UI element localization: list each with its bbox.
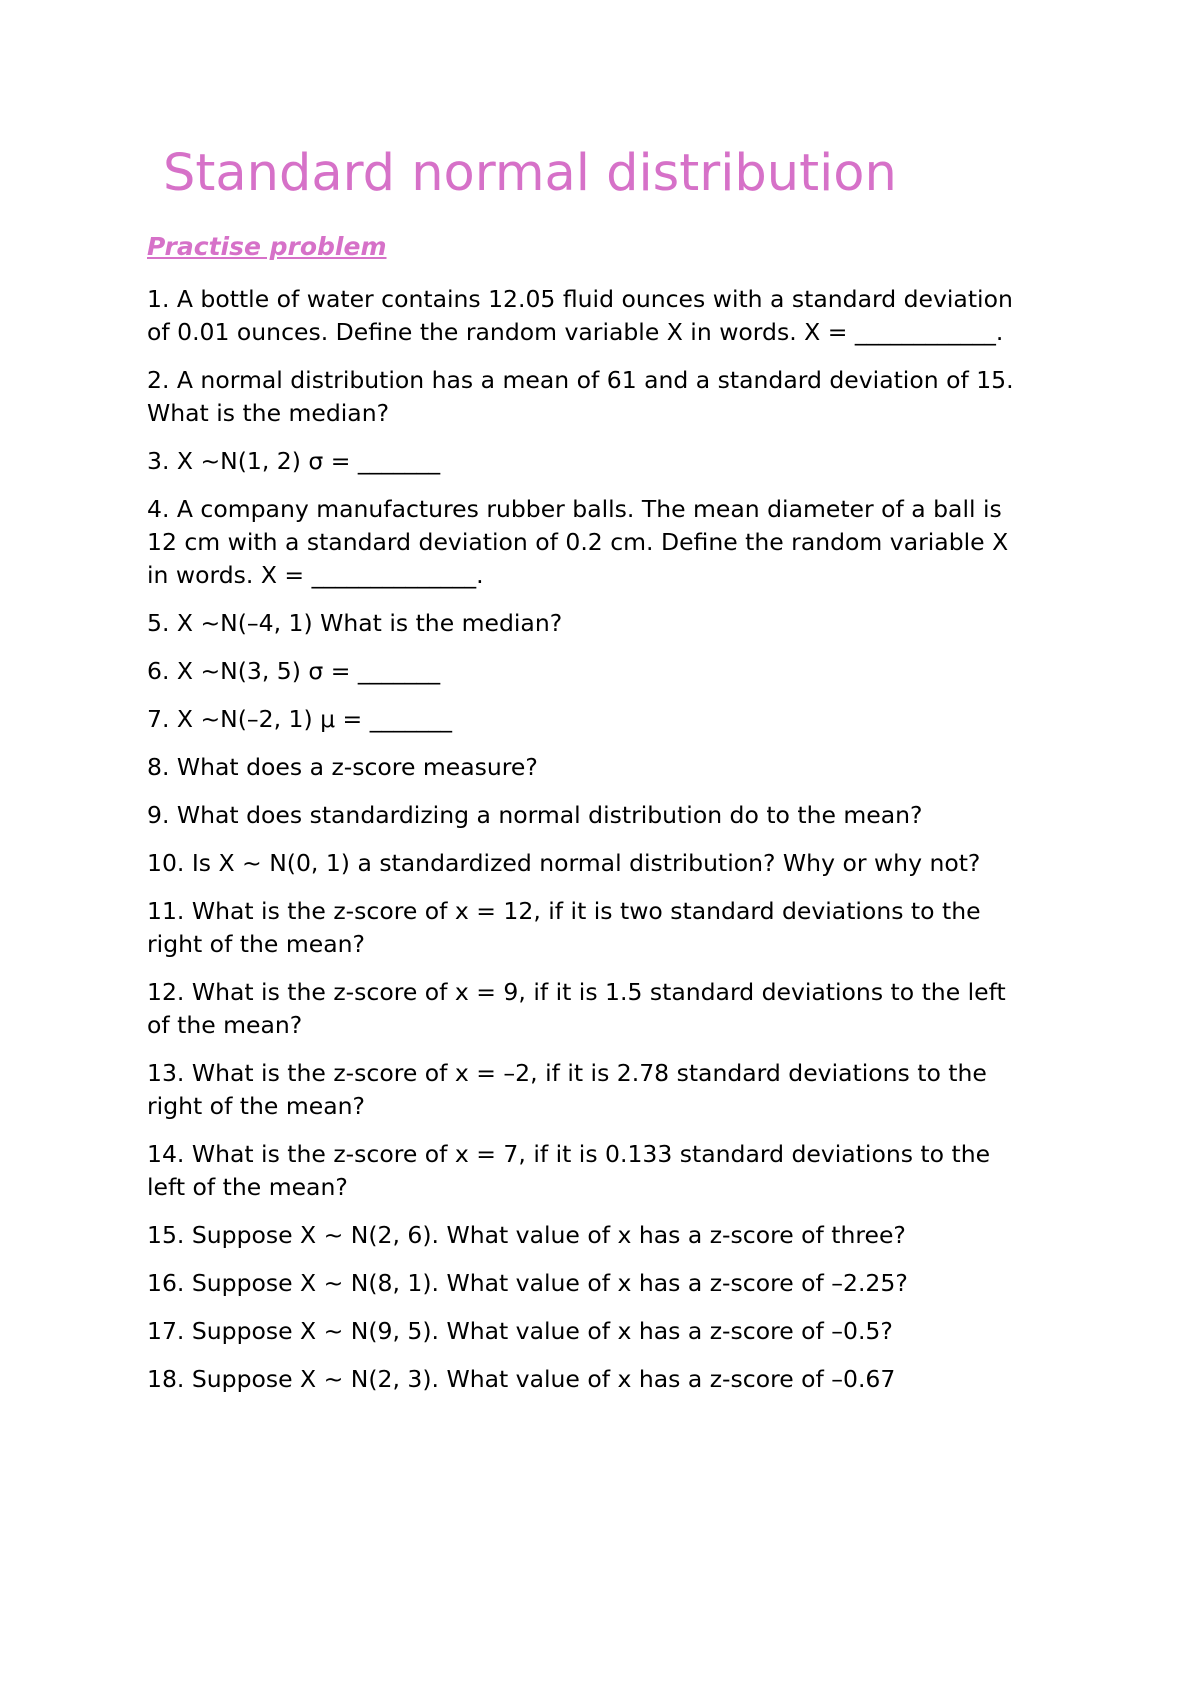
question-line: right of the mean?: [147, 1092, 365, 1120]
question-line: of the mean?: [147, 1011, 303, 1039]
question-18: [147, 1363, 1067, 1396]
question-list: [147, 283, 1067, 1411]
question-line: 18. Suppose X ~ N(2, 3). What value of x has a z-score of –0.67: [147, 1365, 896, 1393]
question-3: [147, 445, 1067, 478]
question-16: [147, 1267, 1067, 1300]
section-subtitle: Practise problem: [147, 232, 387, 261]
question-line: 8. What does a z-score measure?: [147, 753, 538, 781]
question-line: 9. What does standardizing a normal distribution do to the mean?: [147, 801, 923, 829]
question-1: [147, 283, 1067, 349]
question-line: 6. X ~N(3, 5) σ = _______: [147, 657, 441, 685]
question-17: [147, 1315, 1067, 1348]
question-line: 12. What is the z-score of x = 9, if it is 1.5 standard deviations to the left: [147, 978, 1006, 1006]
question-line: 5. X ~N(–4, 1) What is the median?: [147, 609, 563, 637]
question-6: [147, 655, 1067, 688]
question-line: 2. A normal distribution has a mean of 61 and a standard deviation of 15.: [147, 366, 1014, 394]
question-line: 13. What is the z-score of x = –2, if it is 2.78 standard deviations to the: [147, 1059, 987, 1087]
question-line: 10. Is X ~ N(0, 1) a standardized normal distribution? Why or why not?: [147, 849, 981, 877]
page-title: Standard normal distribution: [163, 144, 897, 203]
question-line: 17. Suppose X ~ N(9, 5). What value of x has a z-score of –0.5?: [147, 1317, 893, 1345]
question-line: 12 cm with a standard deviation of 0.2 cm. Define the random variable X: [147, 528, 1009, 556]
question-10: [147, 847, 1067, 880]
question-line: 4. A company manufactures rubber balls. The mean diameter of a ball is: [147, 495, 1002, 523]
question-8: [147, 751, 1067, 784]
question-15: [147, 1219, 1067, 1252]
question-line: 14. What is the z-score of x = 7, if it is 0.133 standard deviations to the: [147, 1140, 991, 1168]
question-line: 7. X ~N(–2, 1) μ = _______: [147, 705, 452, 733]
question-11: [147, 895, 1067, 961]
question-13: [147, 1057, 1067, 1123]
question-line: 15. Suppose X ~ N(2, 6). What value of x has a z-score of three?: [147, 1221, 906, 1249]
question-line: left of the mean?: [147, 1173, 348, 1201]
question-12: [147, 976, 1067, 1042]
question-5: [147, 607, 1067, 640]
question-line: in words. X = ______________.: [147, 561, 484, 589]
question-line: 16. Suppose X ~ N(8, 1). What value of x has a z-score of –2.25?: [147, 1269, 908, 1297]
question-7: [147, 703, 1067, 736]
question-line: 1. A bottle of water contains 12.05 fluid ounces with a standard deviation: [147, 285, 1013, 313]
question-9: [147, 799, 1067, 832]
question-14: [147, 1138, 1067, 1204]
question-line: 11. What is the z-score of x = 12, if it is two standard deviations to the: [147, 897, 981, 925]
question-line: of 0.01 ounces. Define the random variable X in words. X = ____________.: [147, 318, 1004, 346]
question-line: right of the mean?: [147, 930, 365, 958]
question-line: 3. X ~N(1, 2) σ = _______: [147, 447, 441, 475]
question-2: [147, 364, 1067, 430]
question-4: [147, 493, 1067, 592]
question-line: What is the median?: [147, 399, 390, 427]
